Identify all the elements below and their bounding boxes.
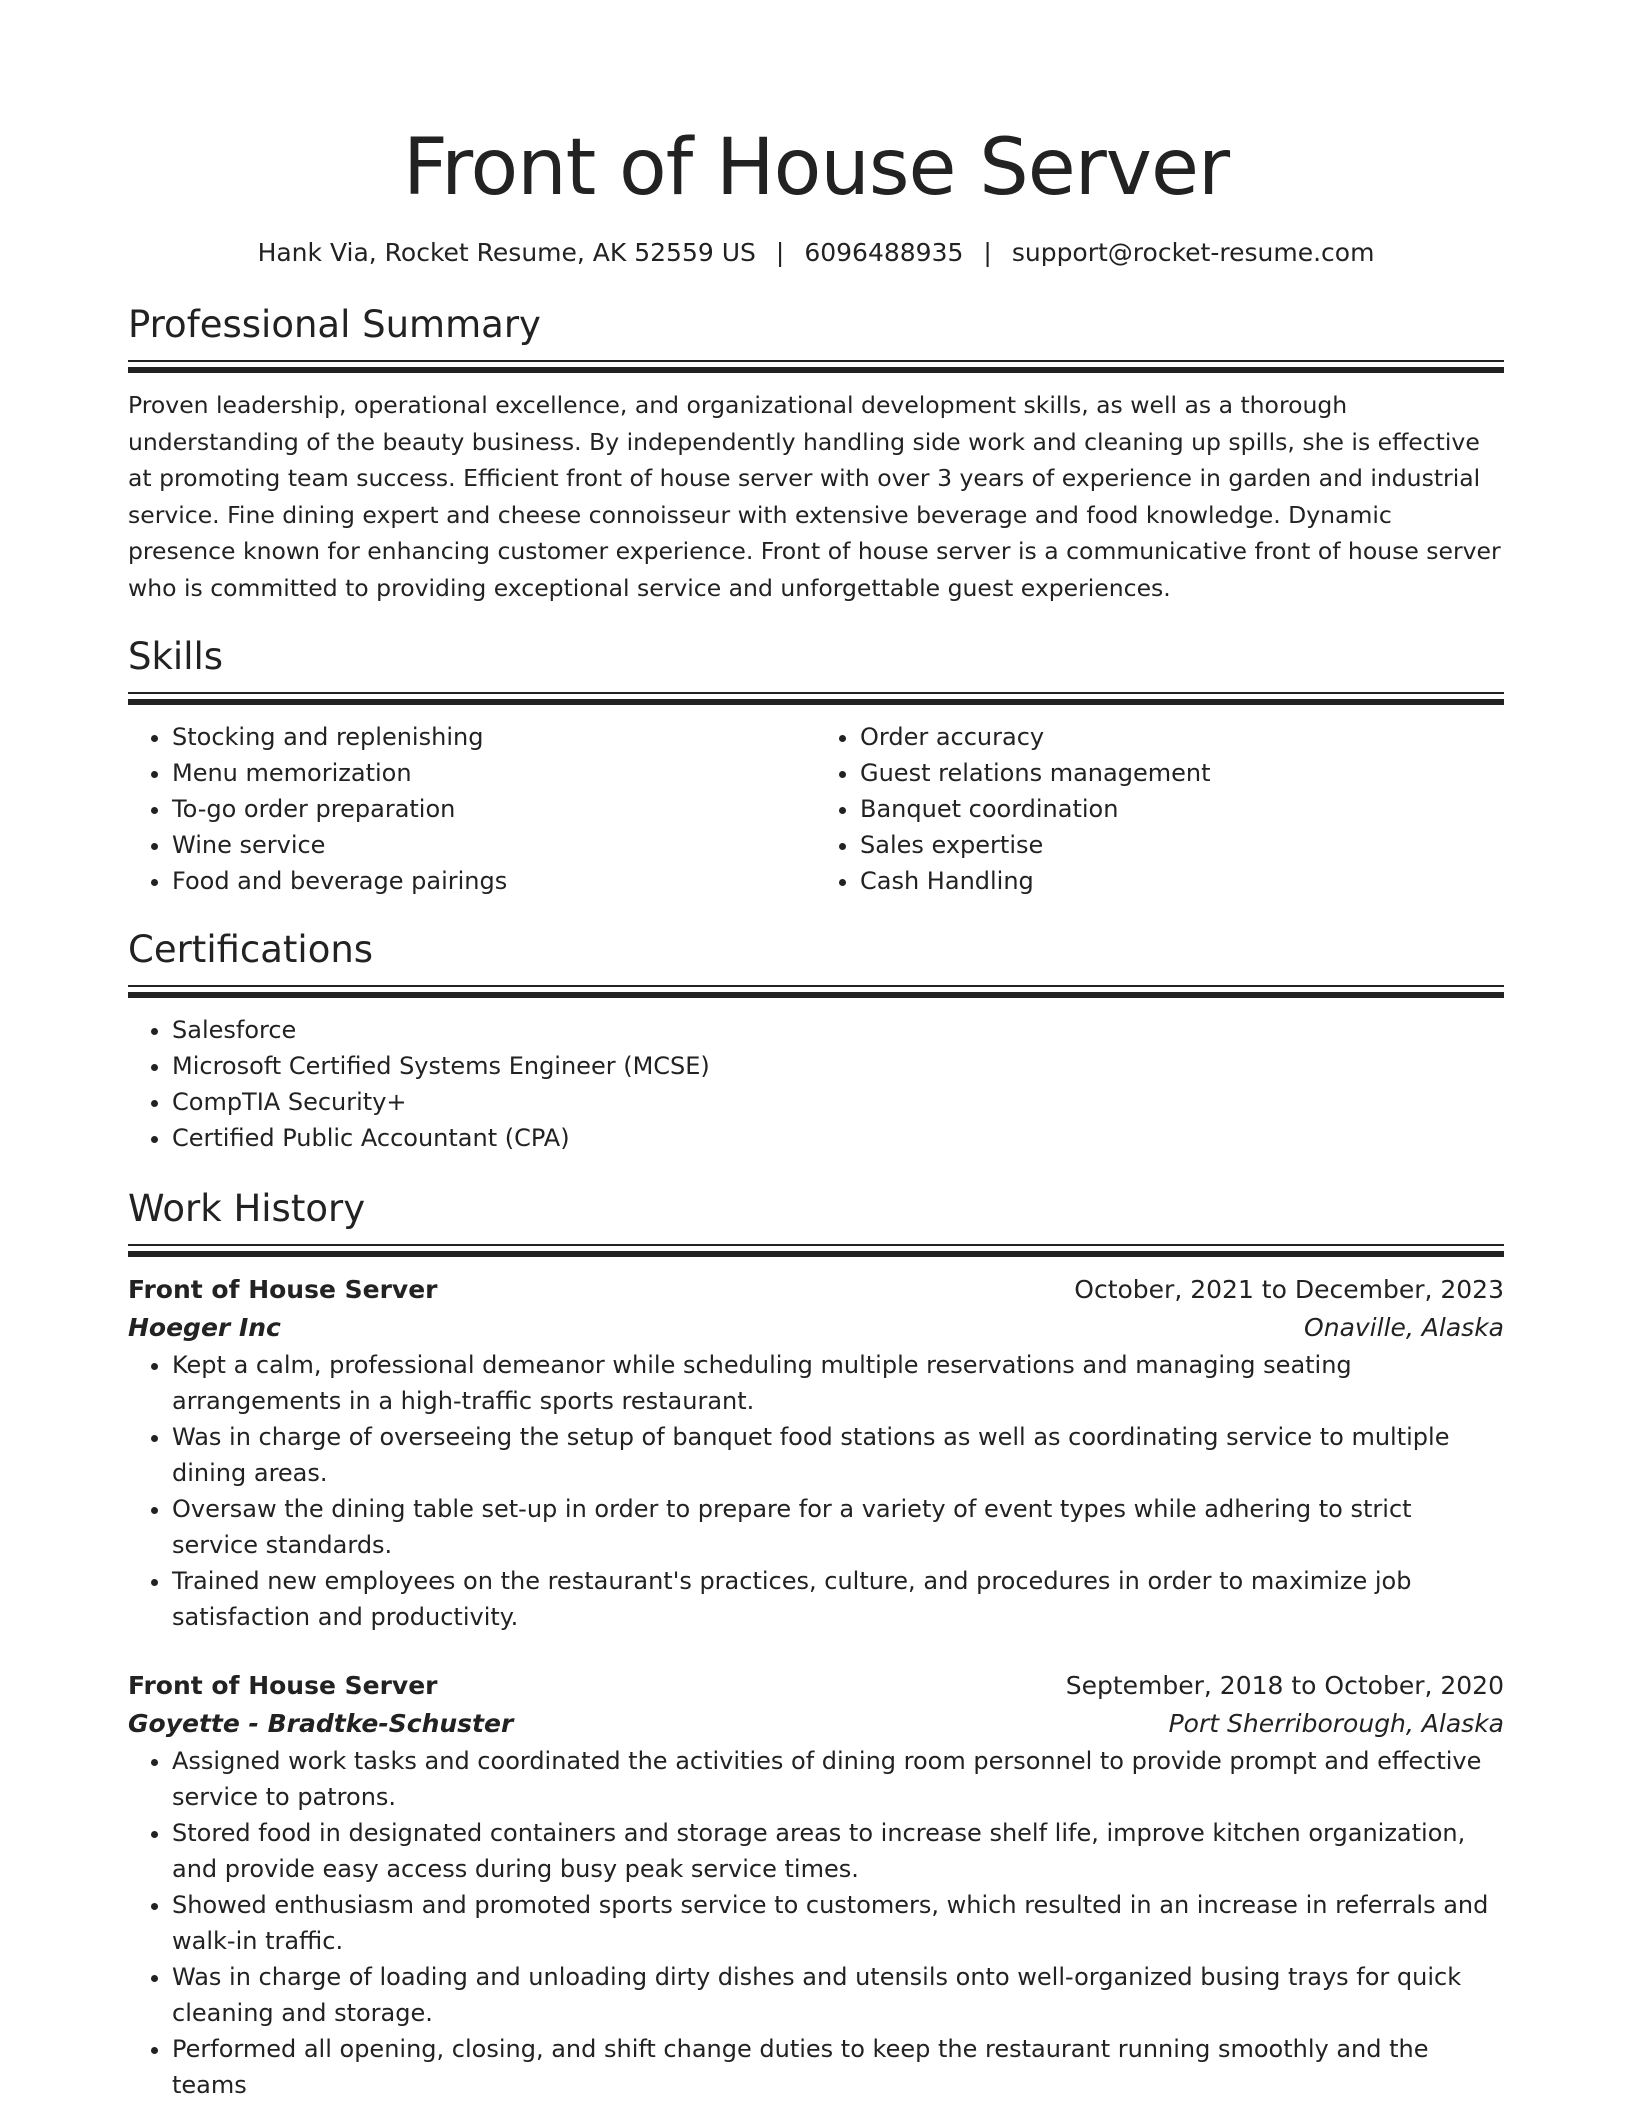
job-location: Port Sherriborough, Alaska [1168,1709,1504,1738]
job-title: Front of House Server [128,1275,438,1304]
certifications-section [128,927,1504,1156]
section-heading-certifications: Certifications [128,928,374,971]
certification-item: • Microsoft Certified Systems Engineer (MCSE) [172,1048,1504,1084]
job-bullet: • Kept a calm, professional demeanor while scheduling multiple reservations and managing seating arrangements in a high-traffic sports restaurant. [172,1347,1504,1419]
contact-separator: | [983,238,992,267]
section-heading-work-history: Work History [128,1187,366,1230]
job-bullet: • Assigned work tasks and coordinated the activities of dining room personnel to provide prompt and effective service to patrons. [172,1743,1504,1815]
summary-text: Proven leadership, operational excellence, and organizational development skills, as well as a thorough understanding of the beauty business. By independently handling side work and cleaning up spills, she is effective at promoting team success. Efficient front of house server with over 3 years of experience in garden and industrial service. Fine dining expert and cheese connoisseur with extensive beverage and food knowledge. Dynamic presence known for enhancing customer experience. Front of house server is a communicative front of house server who is committed to providing exceptional service and unforgettable guest experiences. [128,391,1501,602]
job-header [128,1667,1504,1705]
contact-line [128,238,1504,268]
job-bullet: • Was in charge of loading and unloading dirty dishes and utensils onto well-organized busing trays for quick cleaning and storage. [172,1959,1504,2031]
job-title: Front of House Server [128,1671,438,1700]
job-bullet: • Performed all opening, closing, and shift change duties to keep the restaurant running smoothly and the teams [172,2031,1504,2103]
certification-item: • Certified Public Accountant (CPA) [172,1120,1504,1156]
job-subheader [128,1309,1504,1347]
skill-item: • Sales expertise [860,827,1504,863]
contact-address: Hank Via, Rocket Resume, AK 52559 US [257,238,756,267]
job-bullet: • Stored food in designated containers and storage areas to increase shelf life, improve kitchen organization, and provide easy access during busy peak service times. [172,1815,1504,1887]
skills-list-right [816,719,1504,899]
section-divider [128,692,1504,705]
job-bullet: • Oversaw the dining table set-up in order to prepare for a variety of event types while adhering to strict service standards. [172,1491,1504,1563]
summary-section [128,302,1504,606]
skill-item: • To-go order preparation [172,791,816,827]
skill-item: • Order accuracy [860,719,1504,755]
certifications-list [128,1012,1504,1156]
job-entry [128,1667,1504,2103]
job-bullet: • Was in charge of overseeing the setup of banquet food stations as well as coordinating service to multiple dining areas. [172,1419,1504,1491]
skill-item: • Food and beverage pairings [172,863,816,899]
job-company: Goyette - Bradtke-Schuster [128,1709,514,1738]
job-entry [128,1271,1504,1635]
section-divider [128,985,1504,998]
certification-item: • CompTIA Security+ [172,1084,1504,1120]
job-dates: October, 2021 to December, 2023 [1074,1275,1504,1304]
section-heading-skills: Skills [128,635,224,678]
contact-phone: 6096488935 [804,238,964,267]
section-heading-summary: Professional Summary [128,303,541,346]
job-bullet: • Trained new employees on the restaurant's practices, culture, and procedures in order to maximize job satisfaction and productivity. [172,1563,1504,1635]
job-subheader [128,1705,1504,1743]
certification-item: • Salesforce [172,1012,1504,1048]
skill-item: • Guest relations management [860,755,1504,791]
resume-page [128,0,1504,2112]
section-divider [128,360,1504,373]
job-bullet: • Showed enthusiasm and promoted sports service to customers, which resulted in an increase in referrals and walk-in traffic. [172,1887,1504,1959]
resume-title: Front of House Server [402,123,1230,213]
skill-item: • Wine service [172,827,816,863]
skills-section [128,634,1504,899]
contact-email: support@rocket-resume.com [1011,238,1375,267]
job-dates: September, 2018 to October, 2020 [1065,1671,1504,1700]
skill-item: • Cash Handling [860,863,1504,899]
job-company: Hoeger Inc [128,1313,281,1342]
skill-item: • Banquet coordination [860,791,1504,827]
job-bullets [128,1743,1504,2103]
skill-item: • Stocking and replenishing [172,719,816,755]
skills-list-left [128,719,816,899]
contact-separator: | [775,238,785,267]
work-history-section [128,1186,1504,2103]
job-header [128,1271,1504,1309]
job-bullets [128,1347,1504,1635]
skills-columns [128,719,1504,899]
job-location: Onaville, Alaska [1304,1313,1504,1342]
skill-item: • Menu memorization [172,755,816,791]
section-divider [128,1244,1504,1257]
